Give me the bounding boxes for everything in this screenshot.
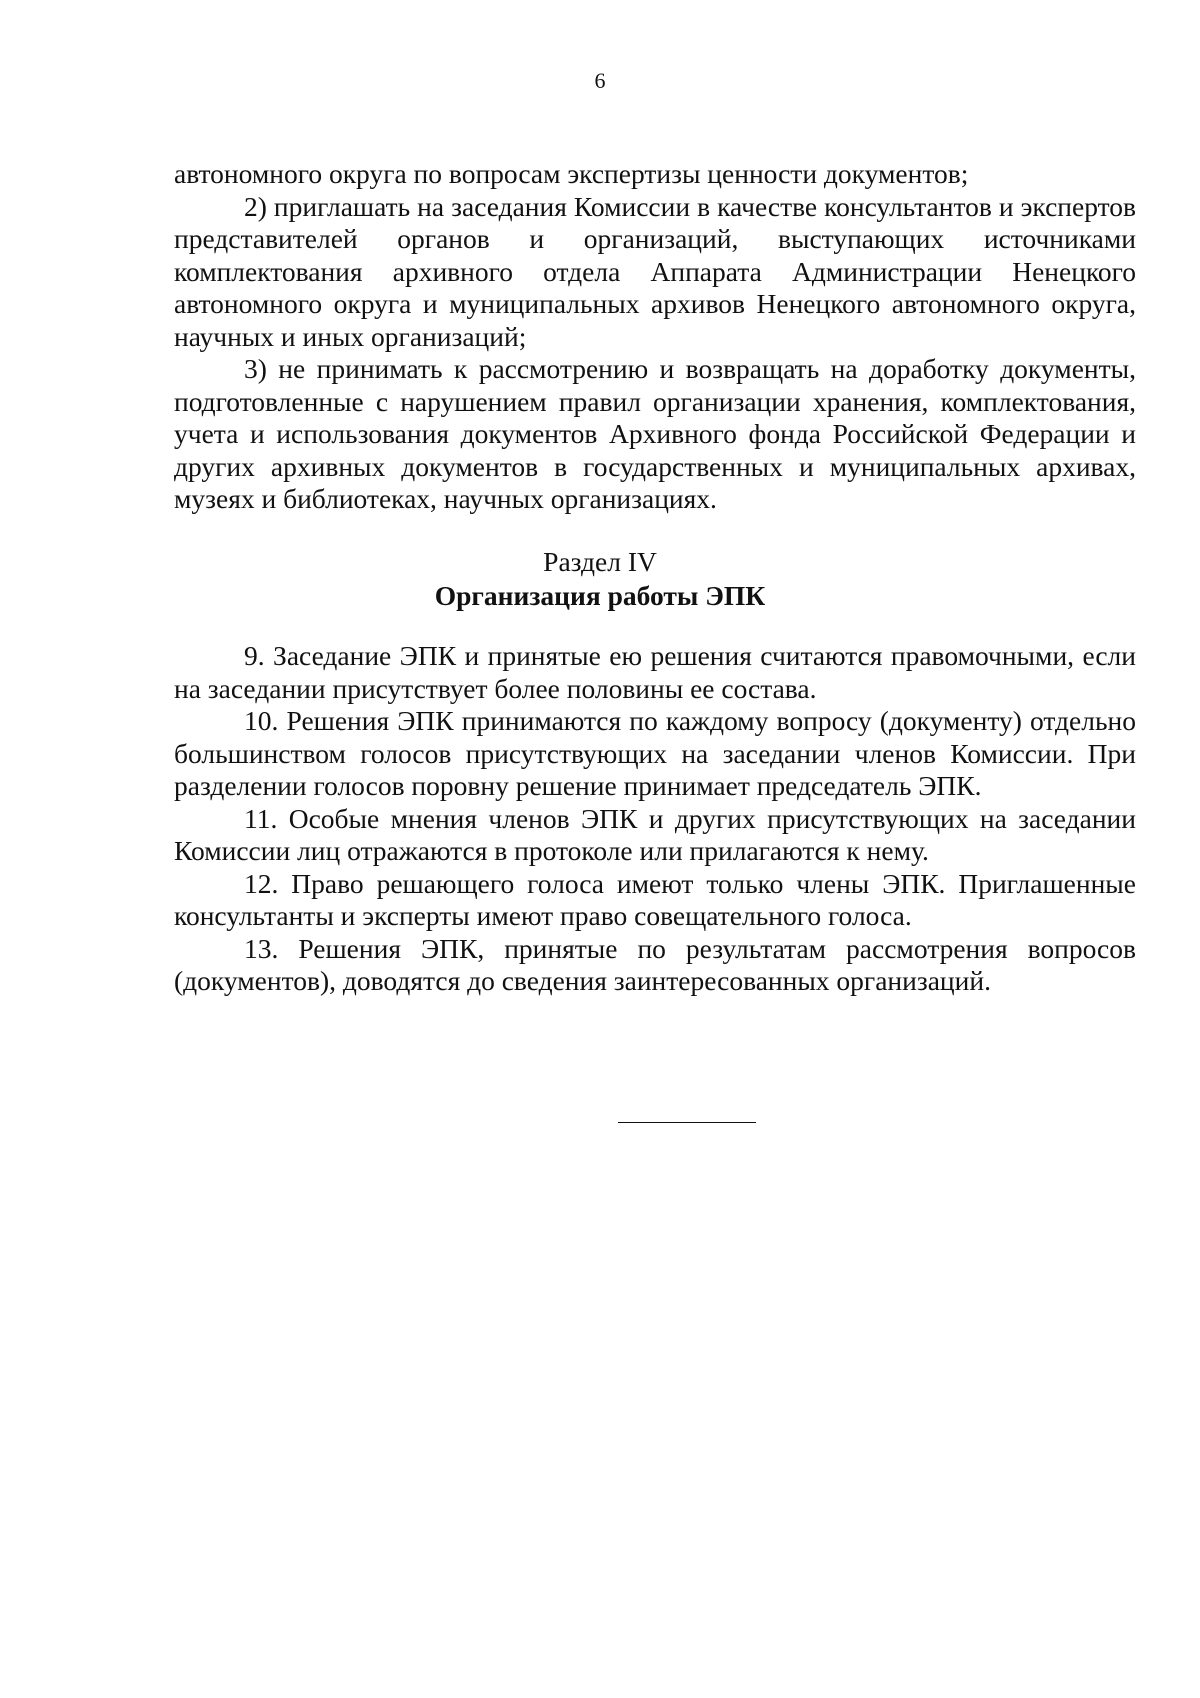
continuation-text [174, 158, 1136, 516]
end-of-document-rule [618, 1122, 756, 1123]
page-number: 6 [594, 68, 606, 93]
paragraph-clause-13: 13. Решения ЭПК, принятые по результатам рассмотрения вопросов (документов), доводятся до сведения заинтересованных организаций. [174, 932, 1136, 996]
paragraph-clause-10: 10. Решения ЭПК принимаются по каждому вопросу (документу) отдельно большинством голосов присутствующих на заседании членов Комиссии. При разделении голосов поровну решение принимает председатель ЭПК. [174, 705, 1136, 801]
section-title: Организация работы ЭПК [434, 580, 766, 611]
paragraph-item-3: 3) не принимать к рассмотрению и возвращать на доработку документы, подготовленные с нарушением правил организации хранения, комплектования, учета и использования документов Архивного фонда Российской Федерации и других архивных документов в государственных и муниципальных архивах, музеях и библиотеках, научных организациях. [174, 353, 1136, 514]
paragraph-clause-9: 9. Заседание ЭПК и принятые ею решения считаются правомочными, если на заседании присутствует более половины ее состава. [174, 640, 1136, 704]
section-label: Раздел IV [543, 546, 657, 577]
section-heading [0, 545, 1200, 613]
paragraph-clause-12: 12. Право решающего голоса имеют только члены ЭПК. Приглашенные консультанты и эксперты имеют право совещательного голоса. [174, 867, 1136, 931]
section-body [174, 640, 1136, 998]
paragraph-clause-11: 11. Особые мнения членов ЭПК и других присутствующих на заседании Комиссии лиц отражаются в протоколе или прилагаются к нему. [174, 802, 1136, 866]
paragraph-item-2: 2) приглашать на заседания Комиссии в качестве консультантов и экспертов представителей органов и организаций, выступающих источниками комплектования архивного отдела Аппарата Администрации Ненецкого автономного округа и муниципальных архивов Ненецкого автономного округа, научных и иных организаций; [174, 190, 1136, 352]
paragraph-continuation: автономного округа по вопросам экспертизы ценности документов; [174, 158, 969, 189]
